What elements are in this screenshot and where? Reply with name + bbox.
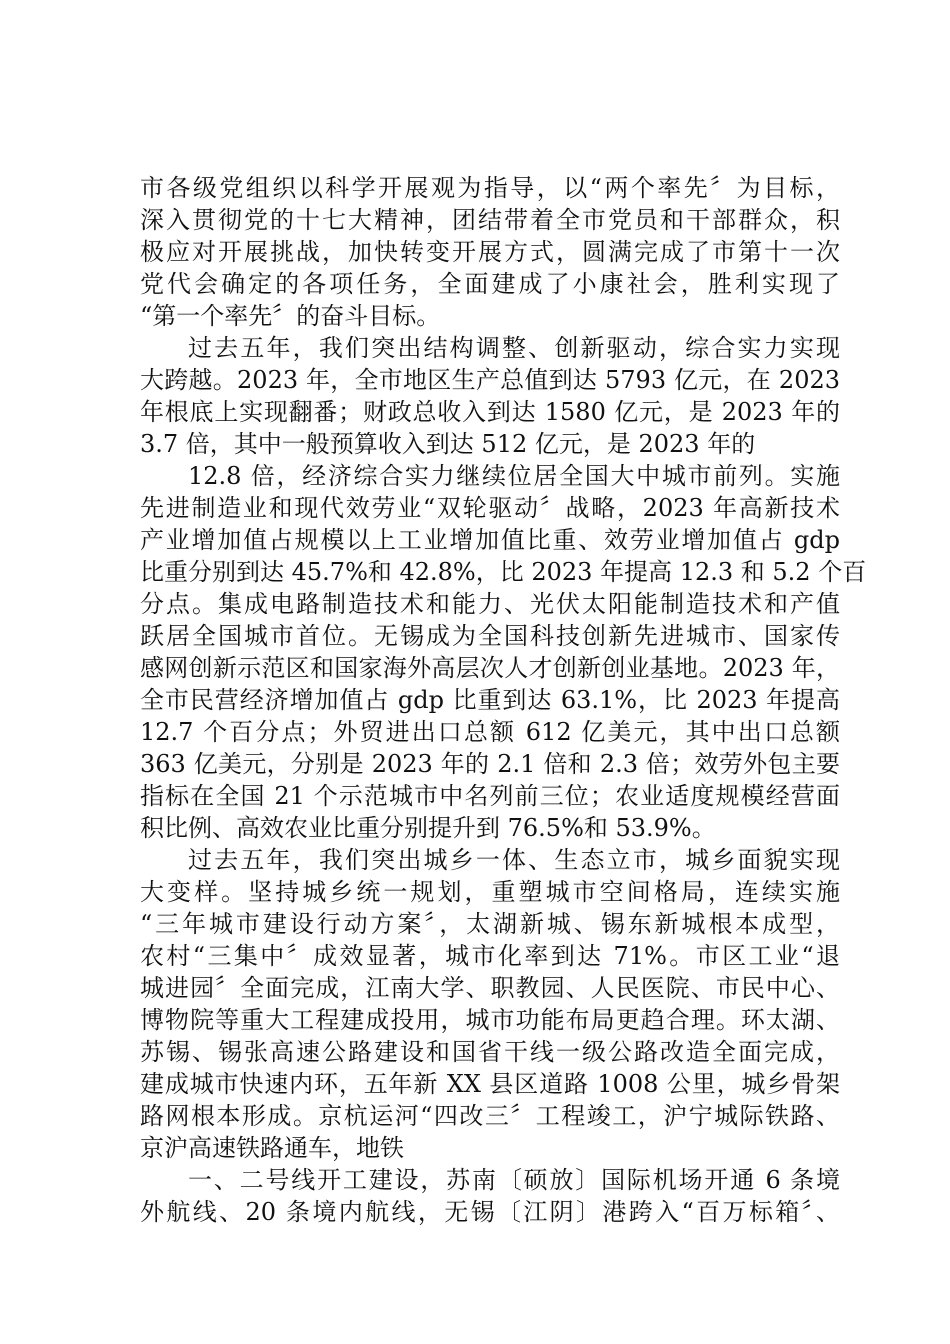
text-line: 年根底上实现翻番；财政总收入到达 1580 亿元，是 2023 年的 bbox=[140, 398, 840, 426]
text-line: 大跨越。2023 年，全市地区生产总值到达 5793 亿元，在 2023 bbox=[140, 366, 840, 394]
text-line: 感网创新示范区和国家海外高层次人才创新创业基地。2023 年， bbox=[140, 654, 840, 682]
text-line: 深入贯彻党的十七大精神，团结带着全市党员和干部群众，积 bbox=[140, 206, 840, 234]
text-line: 积比例、高效农业比重分别提升到 76.5%和 53.9%。 bbox=[140, 814, 716, 842]
text-line: 363 亿美元，分别是 2023 年的 2.1 倍和 2.3 倍；效劳外包主要 bbox=[140, 750, 840, 778]
text-line: 城进园〞全面完成，江南大学、职教园、人民医院、市民中心、 bbox=[140, 974, 840, 1002]
text-line: 指标在全国 21 个示范城市中名列前三位；农业适度规模经营面 bbox=[140, 782, 840, 810]
text-line: 产业增加值占规模以上工业增加值比重、效劳业增加值占 gdp bbox=[140, 526, 840, 554]
paragraph-first-line: 12.8 倍，经济综合实力继续位居全国大中城市前列。实施 bbox=[188, 462, 840, 490]
text-line: 分点。集成电路制造技术和能力、光伏太阳能制造技术和产值 bbox=[140, 590, 840, 618]
text-line: 极应对开展挑战，加快转变开展方式，圆满完成了市第十一次 bbox=[140, 238, 840, 266]
text-line: 外航线、20 条境内航线，无锡〔江阴〕港跨入“百万标箱〞、 bbox=[140, 1198, 840, 1226]
text-line: 跃居全国城市首位。无锡成为全国科技创新先进城市、国家传 bbox=[140, 622, 840, 650]
text-line: 路网根本形成。京杭运河“四改三〞工程竣工，沪宁城际铁路、 bbox=[140, 1102, 840, 1130]
text-line: 博物院等重大工程建成投用，城市功能布局更趋合理。环太湖、 bbox=[140, 1006, 840, 1034]
text-line: 党代会确定的各项任务，全面建成了小康社会，胜利实现了 bbox=[140, 270, 840, 298]
paragraph-first-line: 一、二号线开工建设，苏南〔硕放〕国际机场开通 6 条境 bbox=[188, 1166, 840, 1194]
text-line: “三年城市建设行动方案〞，太湖新城、锡东新城根本成型， bbox=[140, 910, 840, 938]
text-line: 苏锡、锡张高速公路建设和国省干线一级公路改造全面完成， bbox=[140, 1038, 840, 1066]
paragraph-first-line: 过去五年，我们突出结构调整、创新驱动，综合实力实现 bbox=[188, 334, 840, 362]
text-line: 比重分别到达 45.7%和 42.8%，比 2023 年提高 12.3 和 5.2 个百 bbox=[140, 558, 867, 586]
text-line: 全市民营经济增加值占 gdp 比重到达 63.1%，比 2023 年提高 bbox=[140, 686, 840, 714]
text-line: 京沪高速铁路通车，地铁 bbox=[140, 1134, 404, 1162]
text-line: 农村“三集中〞成效显著，城市化率到达 71%。市区工业“退 bbox=[140, 942, 840, 970]
text-line: 先进制造业和现代效劳业“双轮驱动〞战略，2023 年高新技术 bbox=[140, 494, 840, 522]
text-line: 3.7 倍，其中一般预算收入到达 512 亿元，是 2023 年的 bbox=[140, 430, 756, 458]
text-line: “第一个率先〞的奋斗目标。 bbox=[140, 302, 441, 330]
text-line: 市各级党组织以科学开展观为指导，以“两个率先〞为目标， bbox=[140, 174, 840, 202]
paragraph-first-line: 过去五年，我们突出城乡一体、生态立市，城乡面貌实现 bbox=[188, 846, 840, 874]
text-line: 建成城市快速内环，五年新 XX 县区道路 1008 公里，城乡骨架 bbox=[140, 1070, 840, 1098]
text-line: 大变样。坚持城乡统一规划，重塑城市空间格局，连续实施 bbox=[140, 878, 840, 906]
text-line: 12.7 个百分点；外贸进出口总额 612 亿美元，其中出口总额 bbox=[140, 718, 840, 746]
